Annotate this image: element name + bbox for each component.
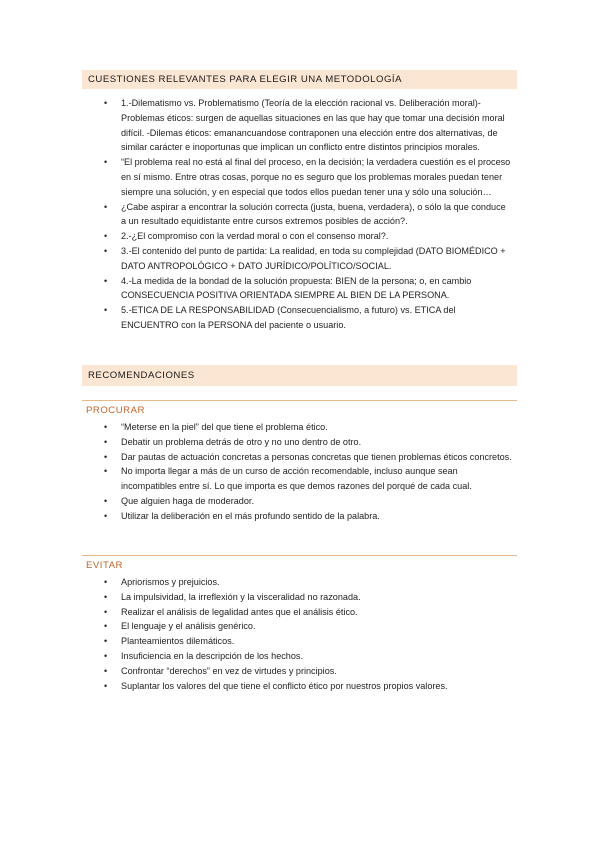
evitar-list: [104, 575, 512, 693]
list-item: • 4.-La medida de la bondad de la solución propuesta: BIEN de la persona; o, en cambio CONSECUENCIA POSITIVA ORIENTADA SIEMPRE AL BIEN DE LA PERSONA.: [104, 274, 512, 304]
list-item: • No importa llegar a más de un curso de acción recomendable, incluso aunque sean incompatibles entre sí. Lo que importa es que demos razones del porqué de cada cual.: [104, 464, 512, 494]
list-item: • La impulsividad, la irreflexión y la visceralidad no razonada.: [104, 590, 512, 605]
divider: [82, 400, 517, 401]
list-item: • Planteamientos dilemáticos.: [104, 634, 512, 649]
cuestiones-list: [104, 96, 512, 333]
section-title: CUESTIONES RELEVANTES PARA ELEGIR UNA METODOLOGÍA: [88, 74, 402, 85]
list-item: • Debatir un problema detrás de otro y no uno dentro de otro.: [104, 435, 512, 450]
section-title: RECOMENDACIONES: [88, 370, 195, 381]
list-item: • Dar pautas de actuación concretas a personas concretas que tienen problemas éticos concretos.: [104, 450, 512, 465]
procurar-list: [104, 420, 512, 524]
divider: [82, 555, 517, 556]
list-item: • “El problema real no está al final del proceso, en la decisión; la verdadera cuestión es el proceso en sí mismo. Entre otras cosas, porque no es seguro que los problemas morales puedan tener siempre una solución, y en especial que todos ellos puedan tener una y sólo una solución…: [104, 155, 512, 199]
list-item: • 1.-Dilematismo vs. Problematismo (Teoría de la elección racional vs. Deliberación moral)- Problemas éticos: surgen de aquellas situaciones en las que hay que tomar una decisión moral difícil. -Dilemas éticos: emanancuandose contraponen una elección entre dos alternativas, de similar carácter e inoportunas que implican un conflicto entre distintos principios morales.: [104, 96, 512, 155]
list-item: • Insuficiencia en la descripción de los hechos.: [104, 649, 512, 664]
list-item: • El lenguaje y el análisis genérico.: [104, 619, 512, 634]
procurar-heading: PROCURAR: [86, 405, 145, 416]
list-item: • Suplantar los valores del que tiene el conflicto ético por nuestros propios valores.: [104, 679, 512, 694]
list-item: • 2.-¿El compromiso con la verdad moral o con el consenso moral?.: [104, 229, 512, 244]
list-item: • Confrontar “derechos” en vez de virtudes y principios.: [104, 664, 512, 679]
list-item: • ¿Cabe aspirar a encontrar la solución correcta (justa, buena, verdadera), o sólo la que conduce a un resultado equidistante entre cursos extremos posibles de acción?.: [104, 200, 512, 230]
list-item: • Utilizar la deliberación en el más profundo sentido de la palabra.: [104, 509, 512, 524]
list-item: • Realizar el análisis de legalidad antes que el análisis ético.: [104, 605, 512, 620]
list-item: • 5.-ETICA DE LA RESPONSABILIDAD (Consecuencialismo, a futuro) vs. ETICA del ENCUENTRO con la PERSONA del paciente o usuario.: [104, 303, 512, 333]
evitar-heading: EVITAR: [86, 560, 123, 571]
section-heading-band: [82, 70, 517, 89]
section-heading-band: [82, 365, 517, 386]
list-item: • “Meterse en la piel” del que tiene el problema ético.: [104, 420, 512, 435]
list-item: • Apriorismos y prejuicios.: [104, 575, 512, 590]
list-item: • 3.-El contenido del punto de partida: La realidad, en toda su complejidad (DATO BIOMÉDICO + DATO ANTROPOLÓGICO + DATO JURÍDICO/POLÍTICO/SOCIAL.: [104, 244, 512, 274]
list-item: • Que alguien haga de moderador.: [104, 494, 512, 509]
